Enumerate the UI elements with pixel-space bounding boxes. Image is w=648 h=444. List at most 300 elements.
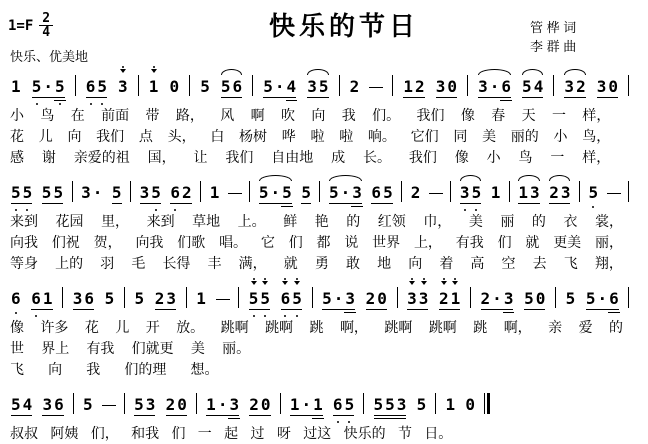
note-group bbox=[464, 396, 476, 414]
note-digit: 5 bbox=[83, 395, 93, 414]
note-digit: 6 bbox=[500, 78, 512, 96]
note-digit: 3 bbox=[307, 77, 317, 96]
note-digit: 6 bbox=[30, 290, 42, 308]
system-3 bbox=[8, 274, 640, 380]
note-digit: 3 bbox=[139, 183, 150, 202]
lyric-syllable: 和我 bbox=[131, 425, 160, 441]
note-group bbox=[521, 78, 544, 96]
note-digit: 5 bbox=[301, 183, 311, 202]
underline bbox=[329, 203, 362, 204]
dash-note bbox=[102, 405, 116, 406]
low-octave-dot bbox=[90, 103, 92, 105]
note-digit: 5 bbox=[373, 395, 384, 414]
low-octave-dot bbox=[101, 103, 103, 105]
note-digit: 4 bbox=[22, 395, 33, 414]
sixteenth-underline bbox=[344, 312, 356, 313]
lyric-syllable: 们 bbox=[497, 234, 512, 250]
song-title: 快乐的节日 bbox=[268, 11, 419, 41]
lyric-syllable: 呀 bbox=[276, 425, 291, 441]
underline bbox=[333, 415, 354, 416]
lyric-syllable: 鸟， bbox=[582, 128, 611, 144]
lyric-syllable: 丽的 bbox=[510, 128, 539, 144]
lyric-syllable: 羽 bbox=[100, 255, 115, 271]
note-digit: 1 bbox=[148, 78, 160, 96]
underline bbox=[524, 309, 545, 310]
music-line-4 bbox=[10, 380, 490, 423]
barline bbox=[470, 287, 471, 308]
slur-arc bbox=[329, 175, 362, 181]
lyric-syllable: 放。 bbox=[176, 319, 205, 335]
sixteenth-underline bbox=[503, 312, 515, 313]
underline bbox=[259, 203, 292, 204]
underline bbox=[281, 309, 302, 310]
system-4 bbox=[8, 380, 640, 444]
underline bbox=[166, 415, 187, 416]
note-group bbox=[517, 184, 540, 202]
note-digit: 5 bbox=[385, 395, 395, 414]
note-group bbox=[306, 78, 329, 96]
lyrics-line-3-2 bbox=[10, 338, 250, 359]
lyrics-line-1-3 bbox=[10, 147, 610, 168]
note-digit: 3 bbox=[406, 290, 418, 308]
low-octave-dot bbox=[296, 315, 298, 317]
barline bbox=[186, 287, 187, 308]
note-digit: 3 bbox=[459, 184, 471, 202]
note-group bbox=[205, 396, 240, 414]
note-digit: 5 bbox=[281, 184, 293, 202]
note-group bbox=[10, 290, 22, 308]
note-group bbox=[402, 78, 425, 96]
note-digit: · bbox=[92, 183, 103, 202]
barline bbox=[124, 393, 125, 414]
underline bbox=[140, 203, 161, 204]
lyrics-line-2-2 bbox=[10, 232, 623, 253]
low-octave-dot bbox=[464, 209, 466, 211]
underline bbox=[481, 309, 514, 310]
staccato-mark bbox=[409, 278, 415, 285]
key-signature bbox=[8, 4, 158, 39]
barline bbox=[124, 287, 125, 308]
note-digit: · bbox=[270, 183, 281, 202]
lyric-syllable: 美 bbox=[190, 340, 205, 356]
low-octave-dot bbox=[264, 315, 266, 317]
note-group bbox=[10, 78, 22, 96]
note-group bbox=[438, 290, 461, 308]
lyric-syllable: 像 bbox=[460, 107, 475, 123]
note-group bbox=[148, 78, 160, 96]
note-digit: 0 bbox=[465, 395, 475, 414]
final-barline bbox=[484, 393, 490, 414]
lyric-syllable: 样， bbox=[582, 107, 611, 123]
lyric-syllable: 小 bbox=[553, 128, 568, 144]
note-group bbox=[165, 396, 188, 414]
underline bbox=[112, 203, 122, 204]
staccato-mark bbox=[421, 278, 427, 285]
staccato-triangle bbox=[282, 281, 288, 285]
lyric-syllable: 来到 bbox=[146, 213, 175, 229]
lyrics-line-2-3 bbox=[10, 253, 623, 274]
staccato-triangle bbox=[452, 281, 458, 285]
note-digit: 4 bbox=[286, 78, 298, 96]
sixteenth-underline bbox=[351, 206, 363, 207]
lyric-syllable: 我们 bbox=[408, 149, 437, 165]
lyric-syllable: 界上 bbox=[41, 340, 70, 356]
note-group bbox=[523, 290, 546, 308]
note-group bbox=[80, 184, 103, 202]
barline bbox=[363, 393, 364, 414]
note-group bbox=[410, 184, 422, 202]
barline bbox=[555, 287, 556, 308]
lyric-syllable: 响。 bbox=[367, 128, 396, 144]
note-digit: 3 bbox=[228, 396, 240, 414]
note-digit: 3 bbox=[560, 183, 571, 202]
underline bbox=[249, 309, 270, 310]
lyric-syllable: 们 bbox=[288, 234, 303, 250]
underline bbox=[206, 415, 239, 416]
sixteenth-underline bbox=[286, 100, 298, 101]
slur-arc bbox=[549, 175, 570, 181]
note-digit: 1 bbox=[445, 395, 456, 414]
note-digit: 4 bbox=[533, 77, 544, 96]
lyric-syllable: 我们 bbox=[416, 107, 445, 123]
note-digit: 5 bbox=[220, 77, 231, 96]
lyric-syllable: 飞 bbox=[10, 361, 24, 377]
underline bbox=[86, 97, 107, 98]
lyric-syllable: 开 bbox=[145, 319, 160, 335]
lyric-syllable: 自由地 bbox=[271, 149, 314, 165]
note-digit: 0 bbox=[377, 289, 387, 308]
note-group bbox=[563, 78, 586, 96]
note-digit: 1 bbox=[196, 289, 206, 308]
barline bbox=[72, 181, 73, 202]
lyrics-line-2-1 bbox=[10, 211, 623, 232]
lyric-syllable: 跳 bbox=[309, 319, 324, 335]
lyric-syllable: 丽。 bbox=[222, 340, 251, 356]
lyric-syllable: 爱 bbox=[578, 319, 593, 335]
note-digit: 5 bbox=[416, 395, 427, 414]
lyric-syllable: 等身 bbox=[10, 255, 38, 271]
note-digit: 2 bbox=[549, 183, 559, 202]
lyric-syllable: 们的理 bbox=[124, 361, 167, 377]
note-group bbox=[477, 78, 512, 96]
staccato-triangle bbox=[120, 69, 126, 73]
note-digit: 5 bbox=[41, 183, 52, 202]
lyric-syllable: 去 bbox=[532, 255, 547, 271]
note-digit: 3 bbox=[418, 290, 430, 308]
lyric-syllable: 成 bbox=[331, 149, 346, 165]
note-group bbox=[548, 184, 571, 202]
note-group bbox=[349, 78, 361, 96]
note-digit: 3 bbox=[166, 289, 177, 308]
low-octave-dot bbox=[592, 206, 594, 208]
lyric-syllable: 世 bbox=[10, 340, 24, 356]
underline bbox=[73, 309, 94, 310]
underline bbox=[11, 415, 32, 416]
underline bbox=[31, 309, 52, 310]
lyric-syllable: 都 bbox=[316, 234, 331, 250]
note-group bbox=[41, 184, 64, 202]
note-digit: 5 bbox=[53, 183, 64, 202]
note-digit: · bbox=[301, 395, 312, 414]
lyric-syllable: 更美 bbox=[553, 234, 582, 250]
key-label: 1=F bbox=[8, 17, 34, 34]
note-group bbox=[209, 184, 221, 202]
barline bbox=[319, 181, 320, 202]
note-digit: 3 bbox=[117, 78, 129, 96]
music-line-1 bbox=[10, 62, 629, 105]
note-group bbox=[41, 396, 64, 414]
barline bbox=[467, 75, 468, 96]
note-group bbox=[104, 290, 116, 308]
underline bbox=[221, 97, 242, 98]
tempo-marking: 快乐、优美地 bbox=[10, 49, 89, 64]
note-digit: · bbox=[492, 289, 502, 308]
note-digit: 5 bbox=[258, 183, 269, 202]
note-digit: 2 bbox=[480, 289, 491, 308]
note-digit: 3 bbox=[72, 289, 83, 308]
underline bbox=[301, 203, 311, 204]
system-1 bbox=[8, 62, 640, 168]
lyrics-line-1-1 bbox=[10, 105, 610, 126]
note-digit: 3 bbox=[503, 290, 515, 308]
note-group bbox=[435, 78, 458, 96]
staccato-mark bbox=[262, 278, 268, 285]
staccato-dot bbox=[253, 278, 255, 280]
lyric-syllable: 风 bbox=[220, 107, 235, 123]
note-digit: · bbox=[217, 395, 228, 414]
lyric-syllable: 上。 bbox=[237, 213, 266, 229]
lyric-syllable: 世界 bbox=[372, 234, 401, 250]
note-digit: 5 bbox=[344, 396, 356, 414]
lyric-syllable: 一 bbox=[552, 107, 566, 123]
composer-credit: 李 群 曲 bbox=[530, 39, 577, 54]
note-group bbox=[321, 290, 356, 308]
barline bbox=[196, 393, 197, 414]
underline bbox=[32, 97, 65, 98]
underline bbox=[436, 97, 457, 98]
staccato-mark bbox=[120, 66, 126, 73]
note-digit: 5 bbox=[248, 290, 260, 308]
time-signature-denominator: 4 bbox=[42, 25, 51, 40]
note-digit: 3 bbox=[81, 183, 91, 202]
low-octave-dot bbox=[337, 421, 339, 423]
note-group bbox=[248, 290, 271, 308]
slur-arc bbox=[522, 69, 543, 75]
note-digit: 5 bbox=[524, 289, 534, 308]
score bbox=[8, 62, 640, 444]
note-group bbox=[406, 290, 429, 308]
lyric-syllable: 丽 bbox=[500, 213, 515, 229]
note-group bbox=[133, 396, 156, 414]
lyric-syllable: 勇 bbox=[314, 255, 329, 271]
note-digit: 1 bbox=[209, 183, 220, 202]
note-group bbox=[195, 290, 207, 308]
barline bbox=[130, 181, 131, 202]
low-octave-dot bbox=[26, 209, 28, 211]
note-group bbox=[565, 290, 577, 308]
note-digit: 5 bbox=[522, 77, 532, 96]
time-signature bbox=[39, 12, 53, 39]
low-octave-dot bbox=[36, 103, 38, 105]
lyric-syllable: 有我 bbox=[86, 340, 115, 356]
note-digit: 3 bbox=[42, 395, 53, 414]
note-digit: 2 bbox=[415, 77, 425, 96]
note-digit: 2 bbox=[365, 289, 376, 308]
note-digit: · bbox=[274, 77, 285, 96]
barline bbox=[339, 75, 340, 96]
barline bbox=[628, 181, 629, 202]
lyric-syllable: 像 bbox=[454, 149, 469, 165]
note-digit: 5 bbox=[585, 289, 596, 308]
lyric-syllable: 儿 bbox=[115, 319, 130, 335]
sixteenth-underline bbox=[281, 206, 293, 207]
barline bbox=[138, 75, 139, 96]
lyric-syllable: 们。 bbox=[372, 107, 401, 123]
note-digit: 5 bbox=[200, 77, 210, 96]
lyric-syllable: 草地 bbox=[192, 213, 221, 229]
note-digit: 3 bbox=[564, 77, 575, 96]
staccato-dot bbox=[296, 278, 298, 280]
lyric-syllable: 让 bbox=[193, 149, 208, 165]
lyric-syllable: 花 bbox=[84, 319, 99, 335]
note-group bbox=[585, 290, 620, 308]
note-group bbox=[169, 184, 192, 202]
lyric-syllable: 美 bbox=[468, 213, 483, 229]
note-group bbox=[332, 396, 355, 414]
lyric-syllable: 高 bbox=[470, 255, 485, 271]
lyric-syllable: 快乐的 bbox=[343, 425, 386, 441]
staccato-dot bbox=[443, 278, 445, 280]
lyric-syllable: 向 bbox=[311, 107, 326, 123]
note-digit: 1 bbox=[490, 183, 501, 202]
note-digit: 3 bbox=[145, 395, 156, 414]
lyric-syllable: 亲爱的祖 bbox=[73, 149, 130, 165]
lyric-syllable: 翔， bbox=[594, 255, 623, 271]
lyric-syllable: 节 bbox=[397, 425, 412, 441]
note-digit: 0 bbox=[169, 77, 180, 96]
lyric-syllable: 许多 bbox=[40, 319, 69, 335]
note-digit: 6 bbox=[10, 290, 22, 308]
underline bbox=[549, 203, 570, 204]
low-octave-dot bbox=[59, 103, 61, 105]
lyric-syllable: 春 bbox=[491, 107, 506, 123]
lyric-syllable: 国， bbox=[147, 149, 176, 165]
lyric-syllable: 们就更 bbox=[131, 340, 174, 356]
note-digit: 2 bbox=[249, 395, 259, 414]
lyric-syllable: 们祝 bbox=[51, 234, 80, 250]
underline bbox=[374, 415, 407, 416]
barline bbox=[401, 181, 402, 202]
note-digit: 3 bbox=[396, 395, 407, 414]
staccato-mark bbox=[294, 278, 300, 285]
note-digit: · bbox=[333, 289, 344, 308]
note-digit: 0 bbox=[447, 77, 457, 96]
barline bbox=[628, 75, 629, 96]
staccato-mark bbox=[441, 278, 447, 285]
barline bbox=[238, 287, 239, 308]
note-digit: 5 bbox=[471, 184, 483, 202]
note-group bbox=[480, 290, 515, 308]
note-digit: 2 bbox=[182, 183, 192, 202]
staccato-dot bbox=[423, 278, 425, 280]
note-digit: 5 bbox=[104, 289, 115, 308]
lyric-syllable: 亲 bbox=[548, 319, 563, 335]
lyric-syllable: 同 bbox=[453, 128, 468, 144]
note-group bbox=[459, 184, 482, 202]
lyric-syllable: 上， bbox=[413, 234, 442, 250]
underline bbox=[366, 309, 387, 310]
lyric-syllable: 敢 bbox=[345, 255, 360, 271]
barline bbox=[189, 75, 190, 96]
lyric-syllable: 跳啊 bbox=[428, 319, 457, 335]
barline bbox=[435, 393, 436, 414]
staccato-mark bbox=[282, 278, 288, 285]
note-digit: 0 bbox=[535, 289, 546, 308]
lyric-syllable: 我们 bbox=[96, 128, 125, 144]
lyrics-line-4-1 bbox=[10, 423, 452, 444]
underline bbox=[586, 309, 619, 310]
lyric-syllable: 过这 bbox=[303, 425, 332, 441]
lyric-syllable: 路， bbox=[175, 107, 204, 123]
note-digit: 2 bbox=[410, 183, 421, 202]
lyric-syllable: 空 bbox=[501, 255, 516, 271]
lyric-syllable: 它 bbox=[260, 234, 275, 250]
note-digit: 3 bbox=[435, 77, 446, 96]
lyric-syllable: 向我 bbox=[10, 234, 38, 250]
note-digit: 2 bbox=[576, 77, 586, 96]
staccato-mark bbox=[452, 278, 458, 285]
low-octave-dot bbox=[15, 209, 17, 211]
staccato-dot bbox=[122, 66, 124, 68]
note-digit: 5 bbox=[10, 184, 22, 202]
note-digit: 5 bbox=[22, 184, 34, 202]
note-digit: 5 bbox=[565, 289, 576, 308]
note-digit: 3 bbox=[344, 290, 356, 308]
barline bbox=[397, 287, 398, 308]
note-digit: 5 bbox=[54, 78, 66, 96]
underline bbox=[564, 97, 585, 98]
lyric-syllable: 啊， bbox=[503, 319, 532, 335]
note-digit: 5 bbox=[263, 77, 273, 96]
note-digit: 5 bbox=[318, 77, 329, 96]
barline bbox=[450, 181, 451, 202]
lyrics-line-1-2 bbox=[10, 126, 610, 147]
staccato-mark bbox=[151, 66, 157, 73]
credits bbox=[530, 4, 640, 56]
lyric-syllable: 毛 bbox=[131, 255, 146, 271]
note-digit: 0 bbox=[260, 395, 271, 414]
low-octave-dot bbox=[15, 312, 17, 314]
staccato-mark bbox=[251, 278, 257, 285]
note-digit: 1 bbox=[206, 395, 216, 414]
staccato-triangle bbox=[151, 69, 157, 73]
lyric-syllable: 唱。 bbox=[219, 234, 248, 250]
lyric-syllable: 像 bbox=[10, 319, 24, 335]
lyric-syllable: 样， bbox=[582, 149, 611, 165]
note-group bbox=[72, 290, 95, 308]
staccato-dot bbox=[454, 278, 456, 280]
lyric-syllable: 巾， bbox=[423, 213, 452, 229]
lyric-syllable: 向我 bbox=[135, 234, 164, 250]
note-digit: 5 bbox=[259, 290, 271, 308]
note-group bbox=[199, 78, 211, 96]
barline bbox=[628, 287, 629, 308]
barline bbox=[62, 287, 63, 308]
underline bbox=[407, 309, 428, 310]
lyric-syllable: 的 bbox=[346, 213, 361, 229]
note-group bbox=[31, 78, 66, 96]
low-octave-dot bbox=[348, 421, 350, 423]
